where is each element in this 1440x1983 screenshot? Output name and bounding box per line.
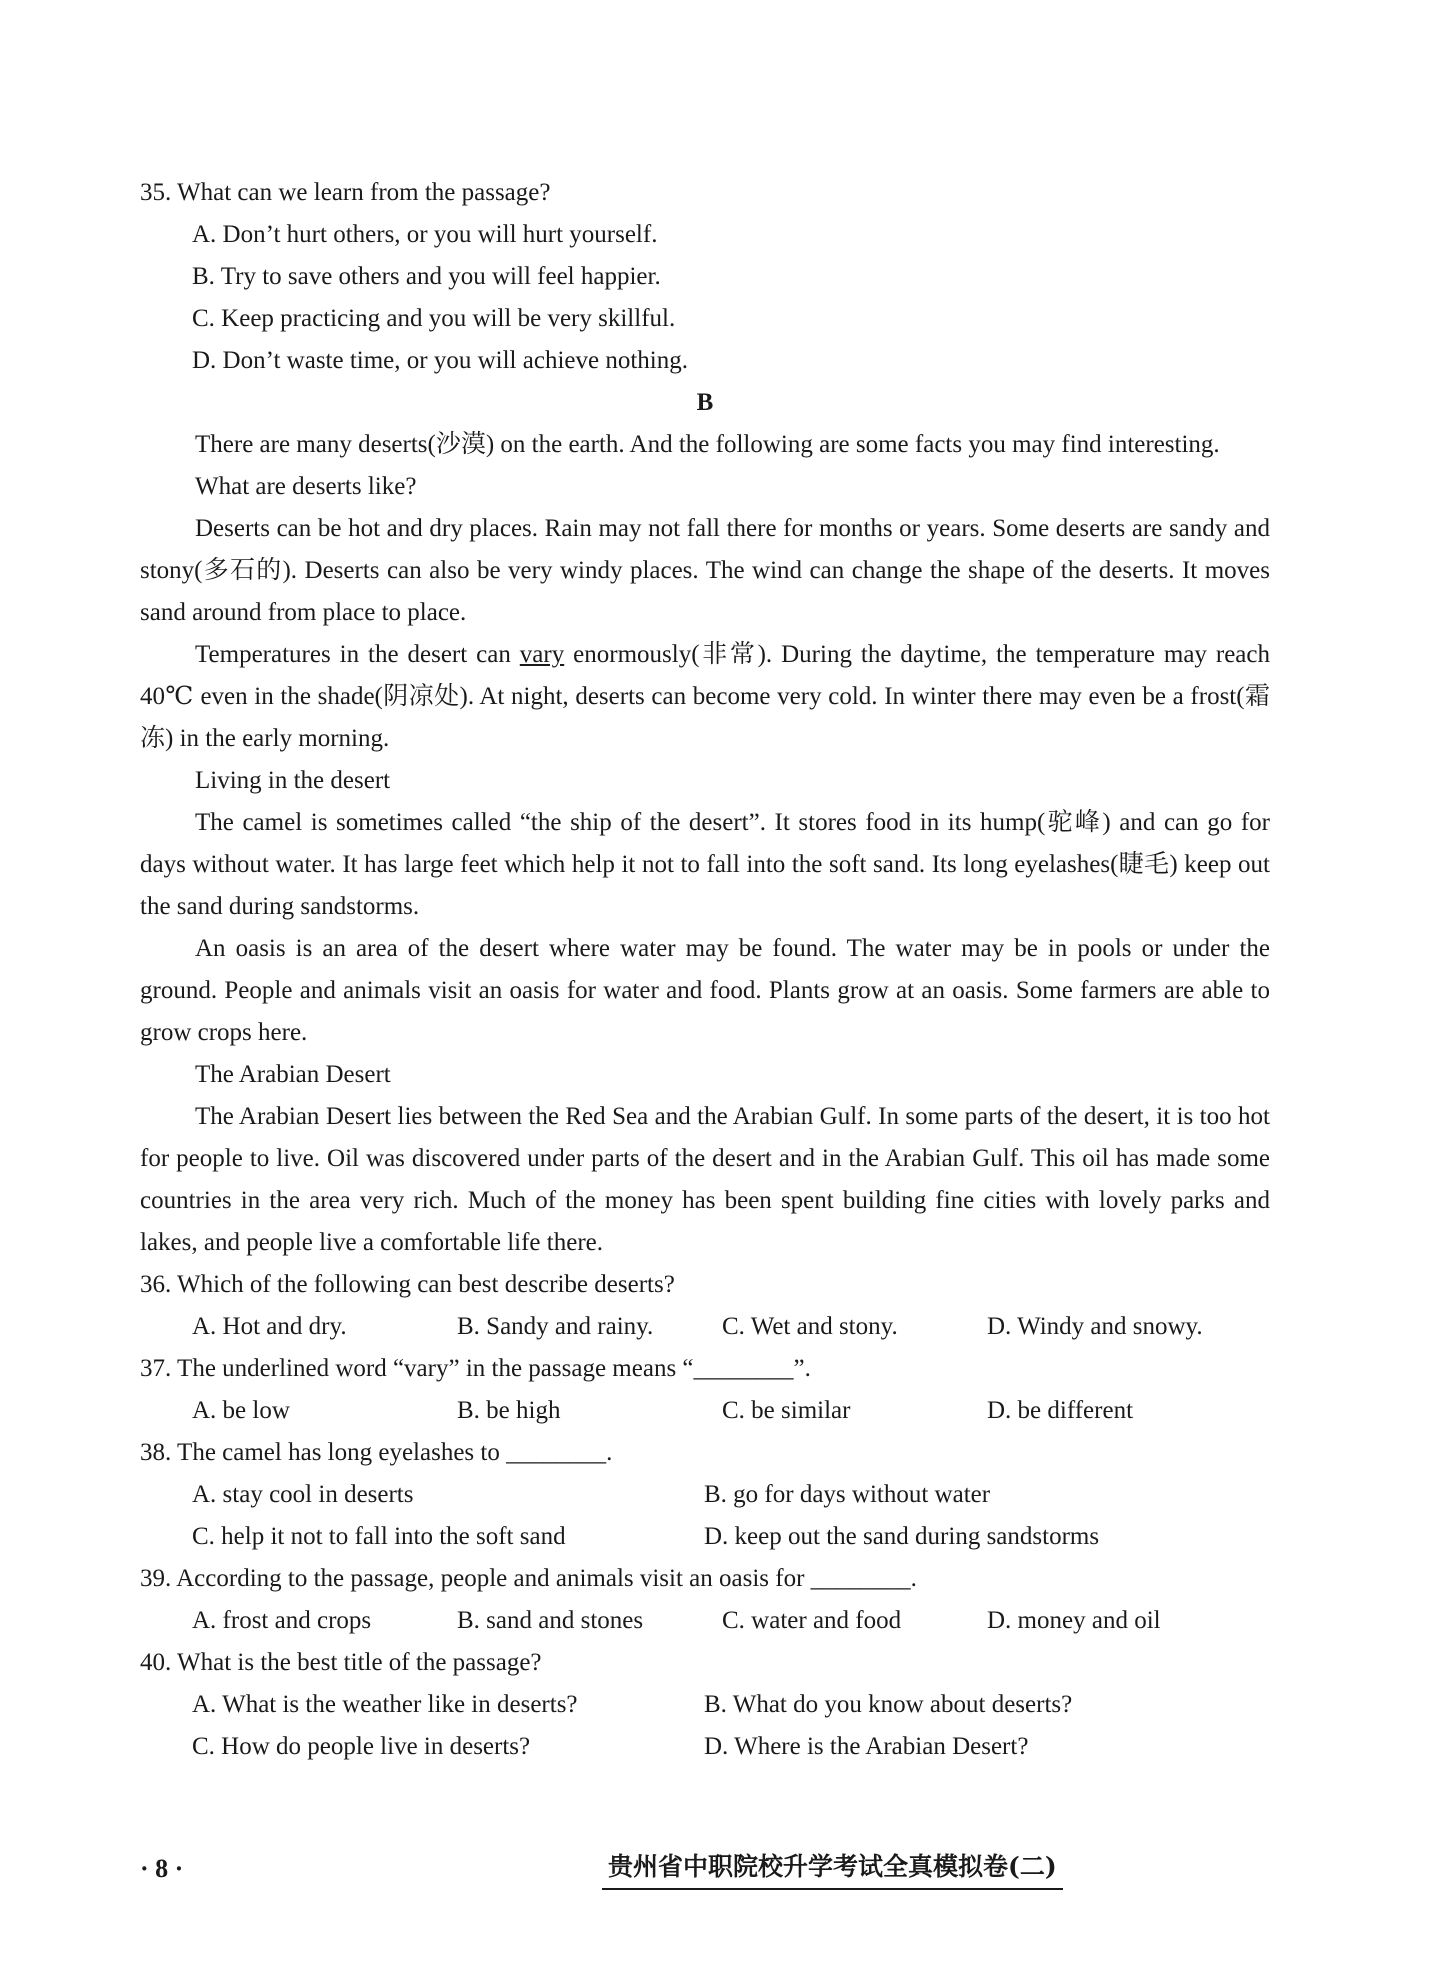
question-35-option-d: D. Don’t waste time, or you will achieve nothing. [192,347,688,374]
passage-intro: There are many deserts(沙漠) on the earth. And the following are some facts you may find interesting. [195,431,1220,458]
question-36-option-d: D. Windy and snowy. [987,1313,1203,1340]
question-40-stem: 40. What is the best title of the passage? [140,1649,542,1676]
page-footer [140,1848,1270,1892]
question-39-option-a: A. frost and crops [192,1607,372,1634]
passage-paragraph-2 [140,634,1270,760]
question-37-option-a: A. be low [192,1397,290,1424]
question-40-option-a: A. What is the weather like in deserts? [192,1691,578,1718]
question-36-option-b: B. Sandy and rainy. [457,1313,654,1340]
question-35-option-b: B. Try to save others and you will feel happier. [192,263,661,290]
question-39-options [192,1600,1270,1642]
passage-paragraph-1: Deserts can be hot and dry places. Rain may not fall there for months or years. Some deserts are sandy and stony(多石的). Deserts can also be very windy places. The wind can change the shape of the deserts. It moves sand around from place to place. [140,515,1270,626]
question-38-stem: 38. The camel has long eyelashes to ________. [140,1439,613,1466]
passage-paragraph-4: An oasis is an area of the desert where water may be found. The water may be in pools or under the ground. People and animals visit an oasis for water and food. Plants grow at an oasis. Some farmers are able to grow crops here. [140,935,1270,1046]
question-36-option-a: A. Hot and dry. [192,1313,347,1340]
section-b-heading: B [696,389,714,416]
passage-subheading-arabian: The Arabian Desert [195,1061,391,1088]
underlined-word-vary: vary [519,641,565,668]
question-40-option-c: C. How do people live in deserts? [192,1733,531,1760]
question-39-stem: 39. According to the passage, people and animals visit an oasis for ________. [140,1565,917,1592]
question-37-option-c: C. be similar [722,1397,851,1424]
passage-paragraph-2-start: Temperatures in the desert can [195,641,520,668]
passage-paragraph-3: The camel is sometimes called “the ship of the desert”. It stores food in its hump(驼峰) and can go for days without water. It has large feet which help it not to fall into the soft sand. Its long eyelashes(睫毛) keep out the sand during sandstorms. [140,809,1270,920]
question-35-stem: 35. What can we learn from the passage? [140,179,551,206]
question-38-options-row-1 [192,1474,1270,1516]
question-37-options [192,1390,1270,1432]
question-40-option-b: B. What do you know about deserts? [704,1691,1073,1718]
question-35-option-c: C. Keep practicing and you will be very skillful. [192,305,676,332]
question-37-option-b: B. be high [457,1397,561,1424]
passage-paragraph-5: The Arabian Desert lies between the Red Sea and the Arabian Gulf. In some parts of the desert, it is too hot for people to live. Oil was discovered under parts of the desert and in the Arabian Gulf. This oil has made some countries in the area very rich. Much of the money has been spent building fine cities with lovely parks and lakes, and people live a comfortable life there. [140,1103,1270,1256]
question-39-option-b: B. sand and stones [457,1607,644,1634]
question-38-options-row-2 [192,1516,1270,1558]
question-40-option-d: D. Where is the Arabian Desert? [704,1733,1029,1760]
question-37-stem: 37. The underlined word “vary” in the passage means “________”. [140,1355,811,1382]
question-35-option-a: A. Don’t hurt others, or you will hurt yourself. [192,221,658,248]
question-36-stem: 36. Which of the following can best describe deserts? [140,1271,675,1298]
question-40-options-row-2 [192,1726,1270,1768]
exam-page [140,172,1270,1768]
question-36-options [192,1306,1270,1348]
question-38-option-c: C. help it not to fall into the soft sand [192,1523,566,1550]
question-37-option-d: D. be different [987,1397,1134,1424]
question-40-options-row-1 [192,1684,1270,1726]
question-36-option-c: C. Wet and stony. [722,1313,898,1340]
question-38-option-b: B. go for days without water [704,1481,991,1508]
page-number: · 8 · [140,1854,184,1883]
question-39-option-d: D. money and oil [987,1607,1161,1634]
question-39-option-c: C. water and food [722,1607,902,1634]
passage-subheading-living: Living in the desert [195,767,391,794]
footer-title: 贵州省中职院校升学考试全真模拟卷(二) [602,1848,1063,1890]
question-38-option-d: D. keep out the sand during sandstorms [704,1523,1100,1550]
question-38-option-a: A. stay cool in deserts [192,1481,414,1508]
passage-subheading-deserts-like: What are deserts like? [195,473,417,500]
passage-paragraph-2-end: enormously(非常). During the daytime, the temperature may reach 40℃ even in the shade(阴凉处). At night, deserts can become very cold. In winter there may even be a frost(霜冻) in the early morning. [140,641,1270,752]
